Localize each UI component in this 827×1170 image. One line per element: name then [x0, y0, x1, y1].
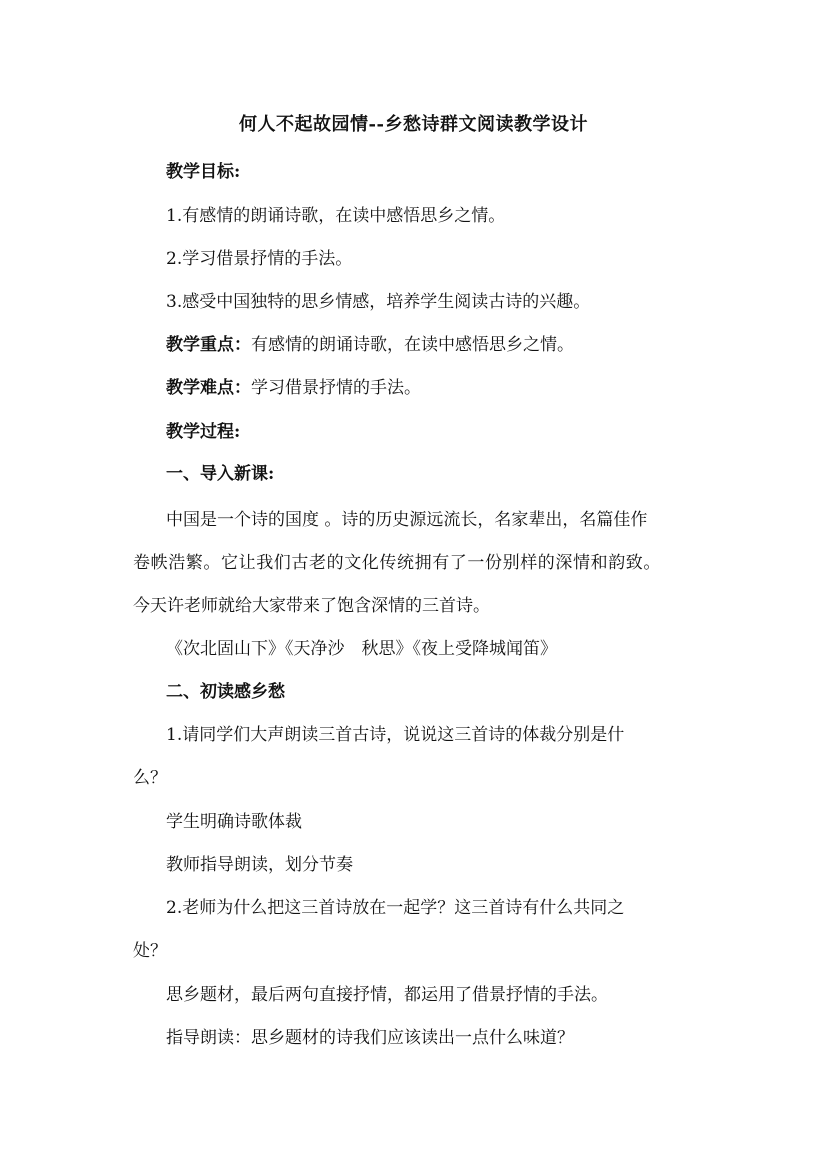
question-line: 1.请同学们大声朗读三首古诗，说说这三首诗的体裁分别是什	[166, 725, 625, 745]
key-point-text: 有感情的朗诵诗歌，在读中感悟思乡之情。	[251, 335, 574, 355]
difficulty-line	[166, 376, 421, 400]
objective-item: 1.有感情的朗诵诗歌，在读中感悟思乡之情。	[166, 206, 506, 226]
note-line: 学生明确诗歌体裁	[166, 812, 302, 832]
objective-item: 2.学习借景抒情的手法。	[166, 249, 353, 269]
key-point-label: 教学重点：	[166, 335, 251, 355]
section-heading: 二、初读感乡愁	[166, 682, 285, 702]
paragraph-line: 卷帙浩繁。它让我们古老的文化传统拥有了一份别样的深情和韵致。	[133, 553, 661, 573]
question-line: 处？	[133, 941, 167, 961]
answer-line: 思乡题材，最后两句直接抒情，都运用了借景抒情的手法。	[166, 985, 608, 1005]
guide-line: 指导朗读：思乡题材的诗我们应该读出一点什么味道？	[166, 1028, 574, 1048]
difficulty-label: 教学难点：	[166, 378, 251, 398]
question-line: 2.老师为什么把这三首诗放在一起学？这三首诗有什么共同之	[166, 898, 625, 918]
key-point-line	[166, 333, 574, 357]
poem-titles: 《次北固山下》《天净沙 秋思》《夜上受降城闻笛》	[166, 639, 557, 659]
question-line: 么？	[133, 768, 167, 788]
difficulty-text: 学习借景抒情的手法。	[251, 378, 421, 398]
process-heading: 教学过程:	[166, 422, 241, 442]
section-heading: 一、导入新课:	[166, 464, 275, 484]
objective-item: 3.感受中国独特的思乡情感，培养学生阅读古诗的兴趣。	[166, 292, 591, 312]
paragraph-line: 今天许老师就给大家带来了饱含深情的三首诗。	[133, 596, 490, 616]
document-title: 何人不起故园情--乡愁诗群文阅读教学设计	[239, 114, 588, 135]
note-line: 教师指导朗读，划分节奏	[166, 855, 353, 875]
objectives-heading: 教学目标:	[166, 162, 241, 182]
paragraph-line: 中国是一个诗的国度 。诗的历史源远流长，名家辈出，名篇佳作	[166, 510, 648, 530]
